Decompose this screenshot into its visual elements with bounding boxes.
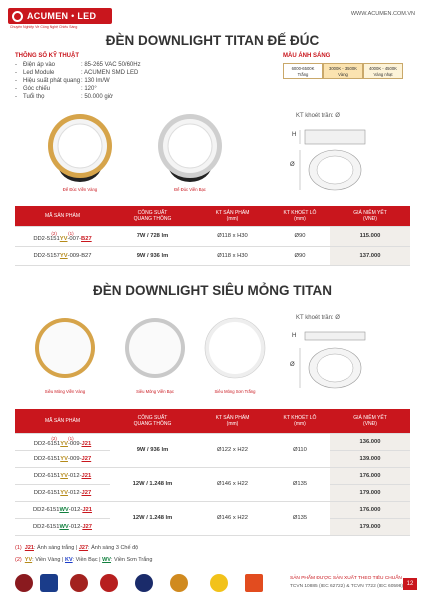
col-header: GIÁ NIÊM YẾT (VNĐ)	[330, 409, 410, 433]
certification-logo	[100, 574, 118, 592]
certification-logo	[40, 574, 58, 592]
cutout-label: KT khoét trần: Ø	[296, 315, 340, 321]
section2-title: ĐÈN DOWNLIGHT SIÊU MỎNG TITAN	[93, 283, 332, 298]
table-row: DD2-6151YV-009-J27 139.000	[15, 450, 410, 467]
product-caption: Siêu Mỏng Sơn Trắng	[214, 389, 256, 394]
product-table-1	[15, 206, 410, 266]
downlight-silver-image	[150, 108, 230, 188]
website-url: WWW.ACUMEN.COM.VN	[350, 11, 415, 17]
product-code: DD2-5157YV-009-B27	[15, 246, 110, 265]
slim-white-image	[200, 312, 270, 384]
product-caption: Siêu Mỏng Viền Bạc	[136, 389, 174, 394]
logo-mark-icon	[12, 11, 23, 22]
certification-logo	[245, 574, 263, 592]
col-header: MÃ SẢN PHẨM	[15, 409, 110, 433]
note-2: (2) YV: Viền Vàng | KV: Viền Bạc | WV: Viền Sơn Trắng	[15, 557, 153, 563]
table-row: DD2-5157YV-009-B27 9W / 936 lm Ø118 x H30 Ø90 137.000	[15, 246, 410, 265]
diameter-label: Ø	[290, 162, 295, 168]
product-code: DD2-6151YV-009-J27	[15, 450, 110, 467]
col-header: GIÁ NIÊM YẾT (VNĐ)	[330, 206, 410, 226]
product-code: DD2-6151YV-012-J27	[15, 484, 110, 501]
note-1: (1) J21: Ánh sáng trắng | J27: Ánh sáng 3 Chế độ	[15, 545, 139, 551]
section1-title: ĐÈN DOWNLIGHT TITAN ĐẾ ĐÚC	[105, 33, 320, 48]
height-label: H	[292, 132, 297, 138]
col-header: KT KHOÉT LỖ (mm)	[270, 409, 330, 433]
dimension-diagram	[280, 122, 400, 197]
spec-row: - Tuổi thọ : 50.000 giờ	[15, 94, 113, 100]
slim-silver-image	[120, 312, 190, 384]
col-header: KT SẢN PHẨM (mm)	[195, 409, 270, 433]
certification-logo	[70, 574, 88, 592]
slim-gold-image	[30, 312, 100, 384]
color-swatch-white: 6000-6500K Trắng	[283, 63, 323, 79]
downlight-gold-image	[40, 108, 120, 188]
table-row: (2) (1) DD2-6151YV-009-J21 9W / 936 lm Ø122 x H22 Ø110 136.000	[15, 433, 410, 450]
spec-row: - Điện áp vào : 85-265 VAC 50/60Hz	[15, 62, 141, 68]
brand-logo	[8, 8, 112, 24]
product-code: DD2-6151WV-012-J27	[15, 518, 110, 535]
certification-logo	[15, 574, 33, 592]
standard-text: SẢN PHẨM ĐƯỢC SẢN XUẤT THEO TIÊU CHUẨN	[290, 576, 402, 581]
specs-heading: THÔNG SỐ KỸ THUẬT	[15, 53, 79, 59]
col-header: KT KHOÉT LỖ (mm)	[270, 206, 330, 226]
page-number: 12	[403, 578, 417, 590]
dimension-diagram	[280, 324, 400, 394]
col-header: CÔNG SUẤT QUANG THÔNG	[110, 409, 195, 433]
product-caption: Đế Đúc Viền Bạc	[174, 187, 206, 192]
color-swatch-neutral: 4000K - 4500K Vàng nhạt	[363, 63, 403, 79]
spec-row: - Hiệu suất phát quang: 130 lm/W	[15, 78, 110, 84]
product-table-2	[15, 409, 410, 536]
product-caption: Siêu Mỏng Viền Vàng	[44, 389, 86, 394]
product-code: (2) (1) DD2-5151YV-007-B27	[15, 226, 110, 246]
diameter-label: Ø	[290, 362, 295, 368]
col-header: KT SẢN PHẨM (mm)	[195, 206, 270, 226]
product-caption: Đế Đúc Viền Vàng	[62, 187, 98, 192]
light-color-heading: MÀU ÁNH SÁNG	[283, 53, 331, 59]
product-code: DD2-6151YV-012-J21	[15, 467, 110, 484]
standard-code: TCVN 10885 (IEC 62722) & TCVN 7722 (IEC 60598)	[290, 584, 403, 589]
table-row: DD2-6151YV-012-J27 179.000	[15, 484, 410, 501]
product-code: (2) (1) DD2-6151YV-009-J21	[15, 433, 110, 450]
spec-row: - Góc chiếu : 120°	[15, 86, 97, 92]
certification-logo	[170, 574, 188, 592]
height-label: H	[292, 333, 297, 339]
table-row: DD2-6151YV-012-J21 12W / 1.248 lm Ø146 x H22 Ø135 176.000	[15, 467, 410, 484]
table-row: DD2-6151WV-012-J27 179.000	[15, 518, 410, 535]
cutout-label: KT khoét trần: Ø	[296, 113, 340, 119]
certification-logo	[210, 574, 228, 592]
product-code: DD2-6151WV-012-J21	[15, 501, 110, 518]
spec-row: - Led Module : ACUMEN SMD LED	[15, 70, 139, 76]
col-header: MÃ SẢN PHẨM	[15, 206, 110, 226]
table-row: DD2-6151WV-012-J21 12W / 1.248 lm Ø146 x H22 Ø135 176.000	[15, 501, 410, 518]
brand-tagline: Chuyên Nghiệp Về Công Nghệ Chiếu Sáng	[10, 25, 78, 29]
col-header: CÔNG SUẤT QUANG THÔNG	[110, 206, 195, 226]
certification-logo	[135, 574, 153, 592]
table-row: (2) (1) DD2-5151YV-007-B27 7W / 728 lm Ø118 x H30 Ø90 115.000	[15, 226, 410, 246]
color-swatch-warm: 3000K - 3500K Vàng	[323, 63, 363, 79]
brand-name: ACUMEN • LED	[27, 11, 97, 21]
